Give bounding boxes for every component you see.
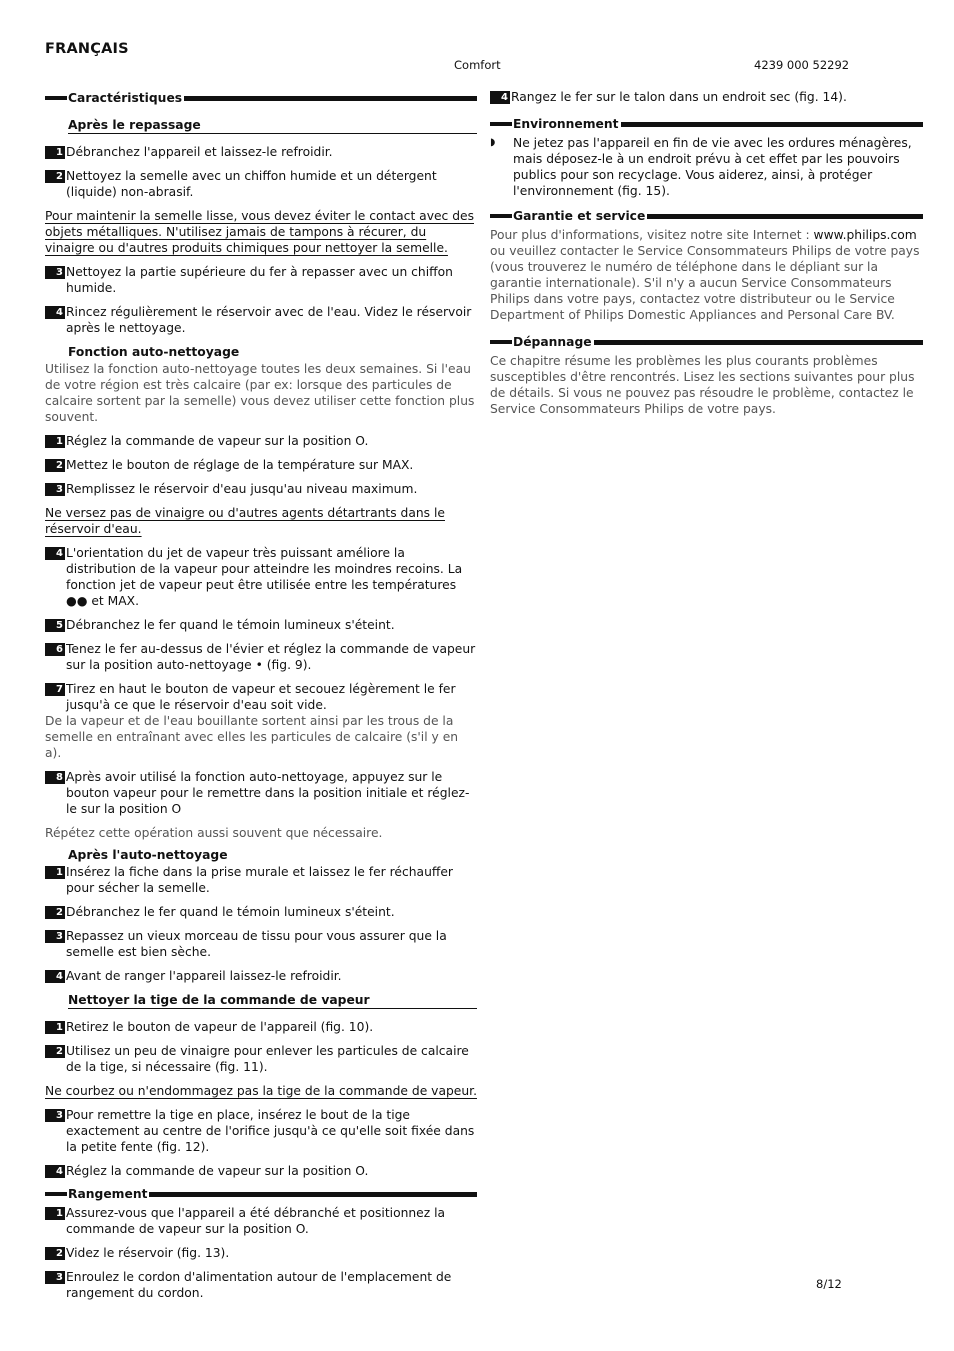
step-number: 3 (45, 266, 65, 279)
step-number: 8 (45, 771, 65, 784)
step: 3 Repassez un vieux morceau de tissu pour vous assurer que la semelle est bien sèche. (45, 928, 477, 960)
step-number: 5 (45, 619, 65, 632)
subheading-auto-nettoyage: Fonction auto-nettoyage (68, 345, 240, 359)
step: 4 Rangez le fer sur le talon dans un endroit sec (fig. 14). (490, 89, 923, 105)
step-number: 3 (45, 930, 65, 943)
step: 5 Débranchez le fer quand le témoin lumineux s'éteint. (45, 617, 477, 633)
step: 2 Débranchez le fer quand le témoin lumineux s'éteint. (45, 904, 477, 920)
step: 3 Remplissez le réservoir d'eau jusqu'au niveau maximum. (45, 481, 477, 497)
step-number: 4 (490, 91, 510, 104)
step: 6 Tenez le fer au-dessus de l'évier et réglez la commande de vapeur sur la position auto-nettoyage • (fig. 9). (45, 641, 477, 673)
bullet-marker-icon: ◗ (490, 137, 496, 148)
step: 3 Pour remettre la tige en place, insérez le bout de la tige exactement au centre de l'orifice jusqu'à ce qu'elle soit fixée dans la petite fente (fig. 12). (45, 1107, 477, 1155)
warning-note: Ne versez pas de vinaigre ou d'autres agents détartrants dans le réservoir d'eau. (45, 506, 445, 536)
subheading-tige: Nettoyer la tige de la commande de vapeur (68, 992, 477, 1009)
step: 4 Rincez régulièrement le réservoir avec de l'eau. Videz le réservoir après le nettoyage. (45, 304, 477, 336)
step: 2 Videz le réservoir (fig. 13). (45, 1245, 477, 1261)
language-heading: FRANÇAIS (45, 41, 129, 57)
section-heading-garantie: Garantie et service (490, 207, 923, 225)
step-number: 4 (45, 547, 65, 560)
step-number: 2 (45, 459, 65, 472)
section-heading-caracteristiques: Caractéristiques (45, 89, 477, 107)
step-number: 1 (45, 1207, 65, 1220)
step-number: 1 (45, 146, 65, 159)
step-number: 3 (45, 1109, 65, 1122)
section-heading-environnement: Environnement (490, 115, 923, 133)
warning-note: Ne courbez ou n'endommagez pas la tige de la commande de vapeur. (45, 1084, 477, 1098)
step-number: 2 (45, 1247, 65, 1260)
step: 4 Réglez la commande de vapeur sur la position O. (45, 1163, 477, 1179)
bullet-item: ◗ Ne jetez pas l'appareil en fin de vie avec les ordures ménagères, mais déposez-le à un endroit prévu à cet effet par les pouvoirs publics pour son recyclage. Vous aiderez, ainsi, à protéger l'environnement (fig. 15). (490, 136, 912, 198)
step: 1 Insérez la fiche dans la prise murale et laissez le fer réchauffer pour sécher la semelle. (45, 864, 477, 896)
left-column (45, 89, 477, 1309)
step-number: 4 (45, 1165, 65, 1178)
right-column (490, 89, 923, 425)
step: 3 Enroulez le cordon d'alimentation autour de l'emplacement de rangement du cordon. (45, 1269, 477, 1301)
step: 2 Nettoyez la semelle avec un chiffon humide et un détergent (liquide) non-abrasif. (45, 168, 477, 200)
step: 7 Tirez en haut le bouton de vapeur et secouez légèrement le fer jusqu'à ce que le réservoir d'eau soit vide. (45, 681, 477, 713)
step: 4 L'orientation du jet de vapeur très puissant améliore la distribution de la vapeur pour atteindre les moindres recoins. La fonction jet de vapeur peut être utilisée entre les températures ●● et MAX. (45, 545, 477, 609)
section-heading-rangement: Rangement (45, 1185, 477, 1203)
warning-note: Pour maintenir la semelle lisse, vous devez éviter le contact avec des objets métalliques. N'utilisez jamais de tampons à récurer, du vinaigre ou d'autres produits chimiques pour nettoyer la semelle. (45, 209, 474, 255)
step-number: 6 (45, 643, 65, 656)
step: 1 Assurez-vous que l'appareil a été débranché et positionnez la commande de vapeur sur la position O. (45, 1205, 477, 1237)
step: 3 Nettoyez la partie supérieure du fer à repasser avec un chiffon humide. (45, 264, 477, 296)
paragraph: Utilisez la fonction auto-nettoyage toutes les deux semaines. Si l'eau de votre région est très calcaire (par ex: lorsque des particules de calcaire sortent par la semelle) vous devez utiliser cette fonction plus souvent. (45, 362, 475, 424)
paragraph-garantie: Pour plus d'informations, visitez notre site Internet : www.philips.com ou veuillez contacter le Service Consommateurs Philips de votre pays (vous trouverez le numéro de téléphone dans le dépliant sur la garantie internationale). S'il n'y a aucun Service Consommateurs Philips dans votre pays, contactez votre distributeur ou le Service Department of Philips Domestic Appliances and Personal Care BV. (490, 228, 920, 322)
document-code: 4239 000 52292 (754, 58, 850, 72)
step: 4 Avant de ranger l'appareil laissez-le refroidir. (45, 968, 477, 984)
paragraph: Répétez cette opération aussi souvent que nécessaire. (45, 826, 383, 840)
website-link[interactable]: www.philips.com (813, 228, 917, 242)
step-number: 1 (45, 435, 65, 448)
step-number: 7 (45, 683, 65, 696)
step: 1 Retirez le bouton de vapeur de l'appareil (fig. 10). (45, 1019, 477, 1035)
step-number: 3 (45, 1271, 65, 1284)
step: 1 Débranchez l'appareil et laissez-le refroidir. (45, 144, 477, 160)
page-number: 8/12 (816, 1277, 842, 1291)
step-number: 1 (45, 1021, 65, 1034)
step-number: 3 (45, 483, 65, 496)
model-name: Comfort (454, 58, 501, 72)
step: 2 Mettez le bouton de réglage de la température sur MAX. (45, 457, 477, 473)
step-number: 2 (45, 170, 65, 183)
paragraph-depannage: Ce chapitre résume les problèmes les plus courants problèmes susceptibles d'être rencontrés. Lisez les sections suivantes pour plus de détails. Si vous ne pouvez pas résoudre le problème, contactez le Service Consommateurs Philips de votre pays. (490, 354, 915, 416)
subheading-apres-auto-nettoyage: Après l'auto-nettoyage (68, 848, 228, 862)
section-heading-depannage: Dépannage (490, 333, 923, 351)
step-number: 2 (45, 906, 65, 919)
paragraph: De la vapeur et de l'eau bouillante sortent ainsi par les trous de la semelle en entraînant avec elles les particules de calcaire (s'il y en a). (45, 714, 459, 760)
step-number: 4 (45, 306, 65, 319)
subheading-apres-repassage: Après le repassage (68, 117, 477, 134)
step-number: 2 (45, 1045, 65, 1058)
step: 8 Après avoir utilisé la fonction auto-nettoyage, appuyez sur le bouton vapeur pour le remettre dans la position initiale et réglez-le sur la position O (45, 769, 477, 817)
step-number: 4 (45, 970, 65, 983)
step: 1 Réglez la commande de vapeur sur la position O. (45, 433, 477, 449)
step: 2 Utilisez un peu de vinaigre pour enlever les particules de calcaire de la tige, si nécessaire (fig. 11). (45, 1043, 477, 1075)
step-number: 1 (45, 866, 65, 879)
